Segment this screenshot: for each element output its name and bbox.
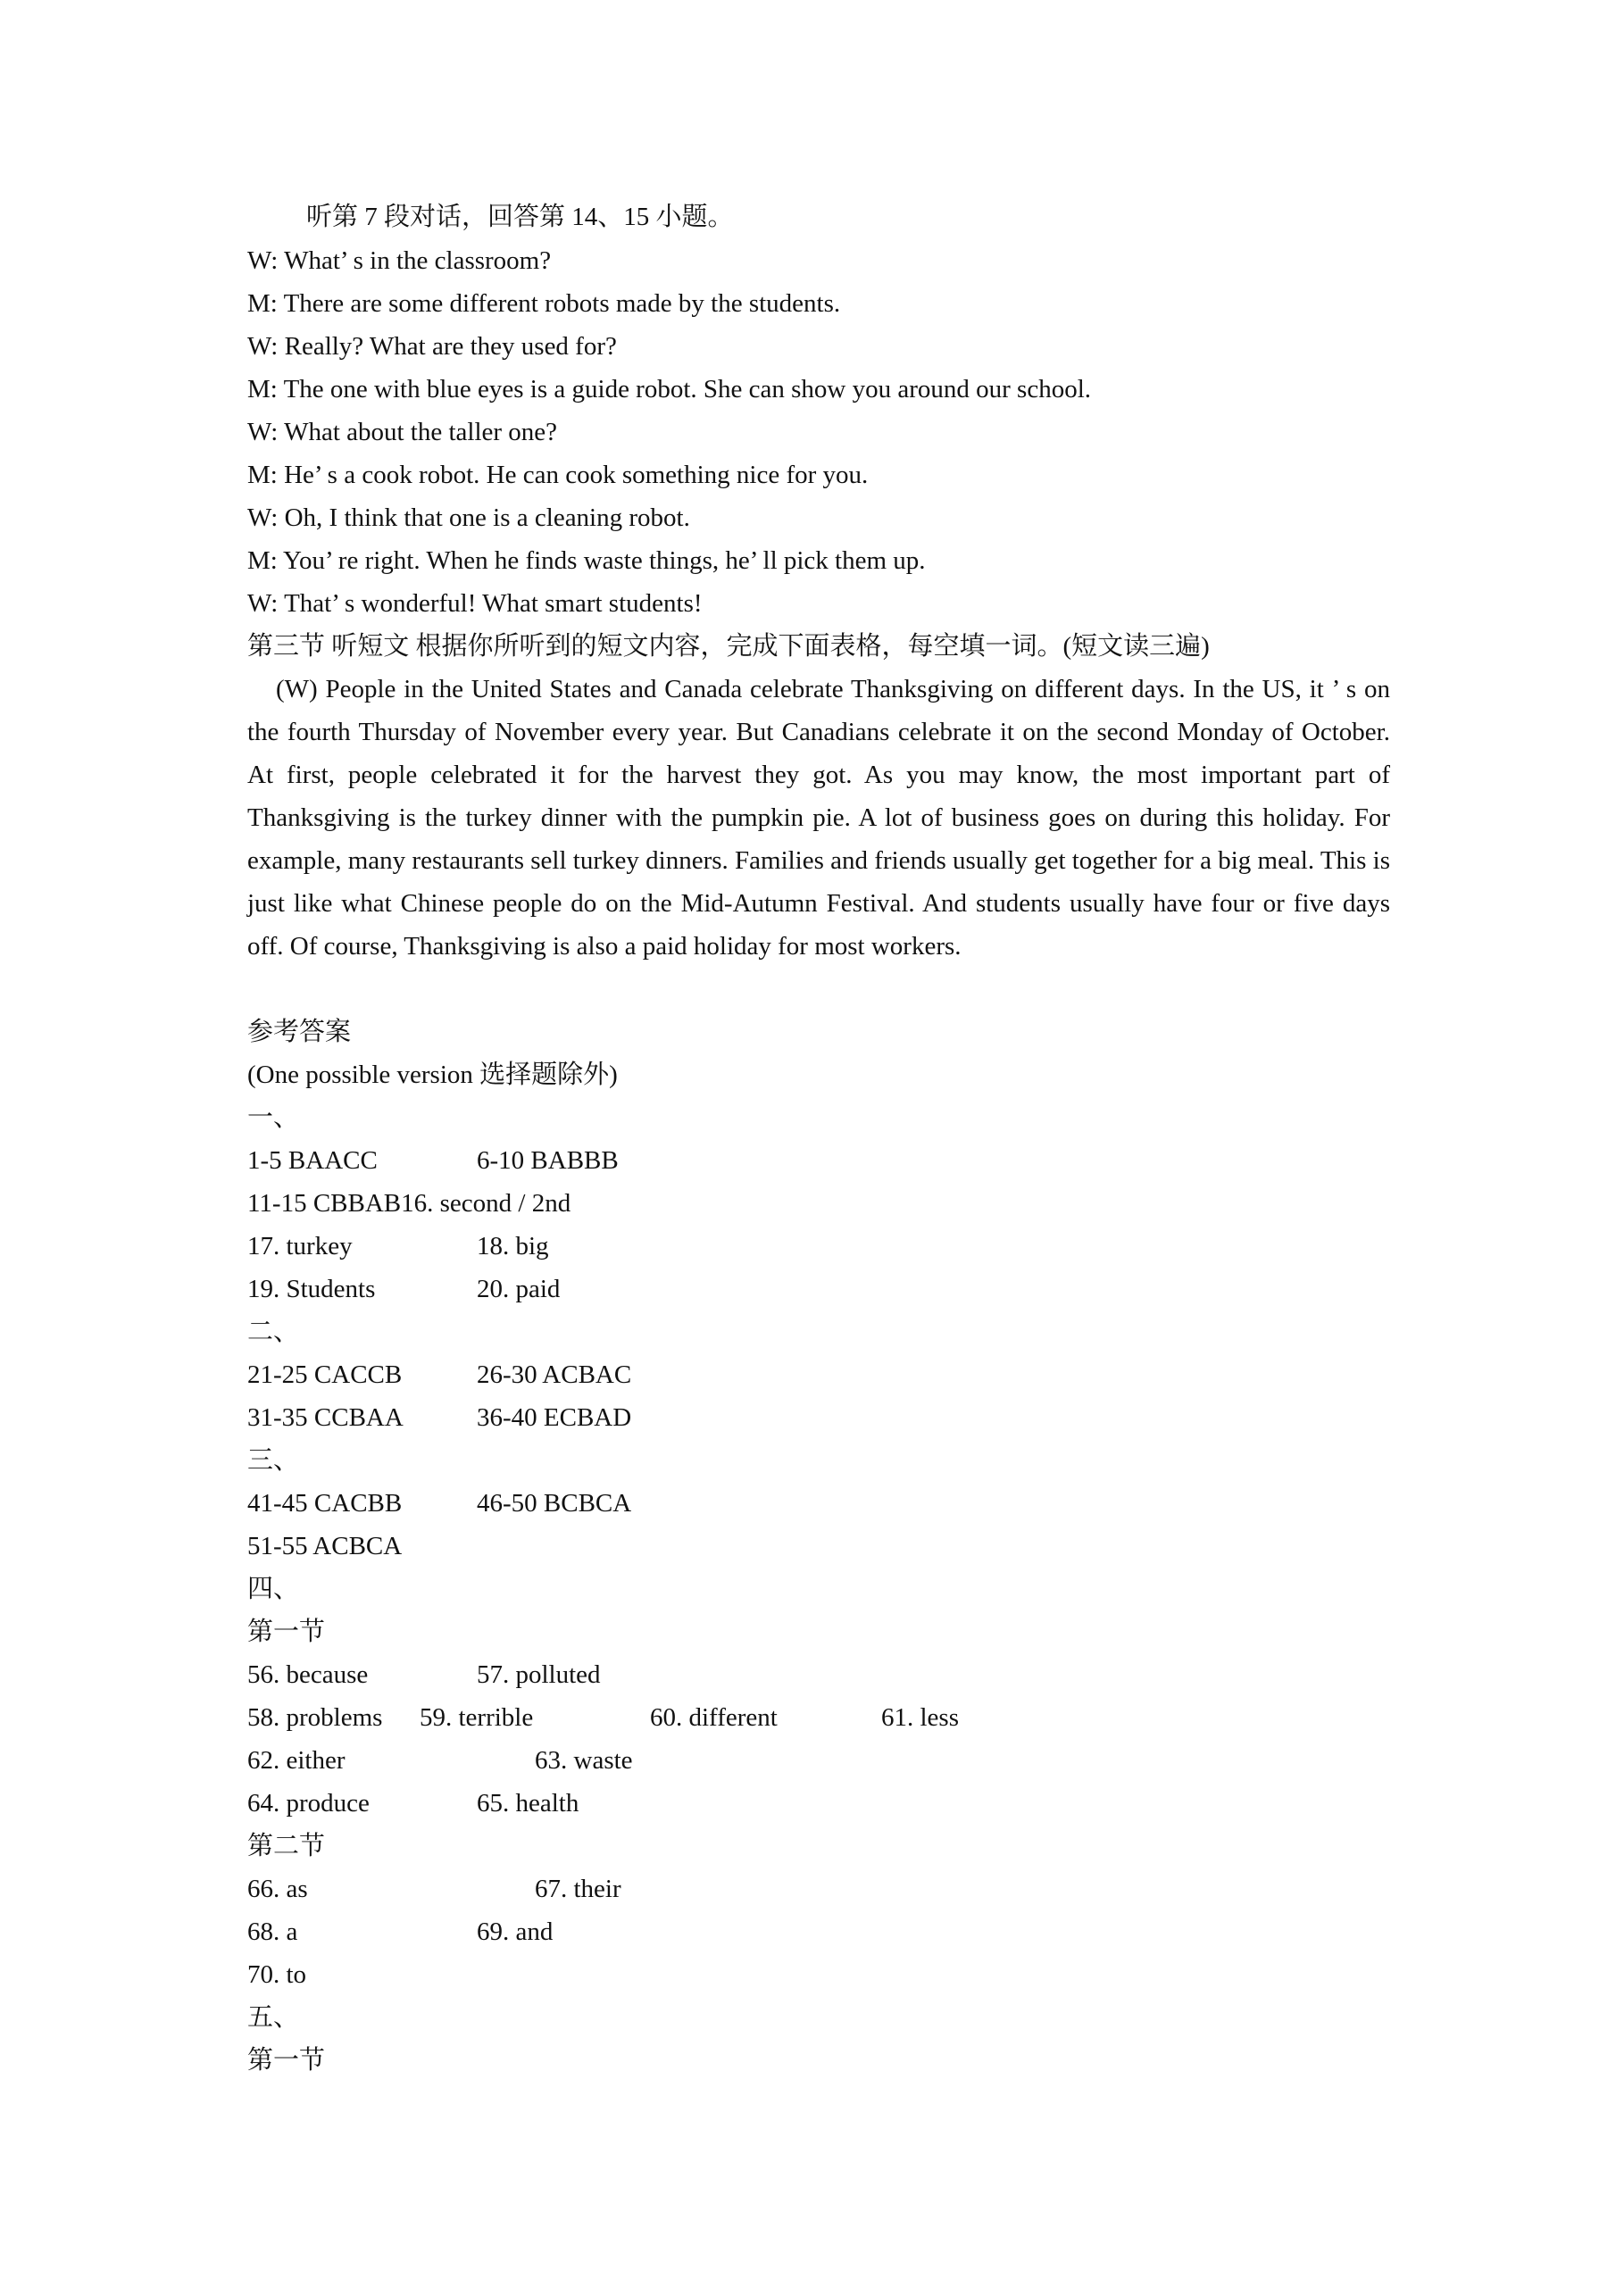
answer-item: 51-55 ACBCA	[247, 1532, 403, 1560]
dialogue-line: W: Oh, I think that one is a cleaning robot.	[247, 503, 690, 532]
answer-item: 20. paid	[477, 1275, 561, 1303]
part4-section1-label: 第一节	[247, 1618, 326, 1646]
answer-item: 62. either	[247, 1746, 346, 1775]
answer-item: 59. terrible	[420, 1703, 534, 1732]
dialogue-line: W: Really? What are they used for?	[247, 332, 617, 361]
dialogue-line: M: He’ s a cook robot. He can cook something nice for you.	[247, 461, 869, 489]
answer-item: 60. different	[650, 1703, 778, 1732]
answer-item: 57. polluted	[477, 1660, 601, 1689]
answer-item: 21-25 CACCB	[247, 1360, 403, 1389]
answer-item: 11-15 CBBAB16. second / 2nd	[247, 1189, 571, 1218]
dialogue-line: W: What about the taller one?	[247, 418, 558, 446]
answer-item: 17. turkey	[247, 1232, 353, 1260]
answer-item: 1-5 BAACC	[247, 1146, 378, 1175]
dialogue-line: M: You’ re right. When he finds waste things, he’ ll pick them up.	[247, 546, 926, 575]
answer-item: 63. waste	[535, 1746, 633, 1775]
answer-item: 70. to	[247, 1960, 307, 1989]
answer-item: 26-30 ACBAC	[477, 1360, 632, 1389]
answer-item: 65. health	[477, 1789, 579, 1818]
answer-item: 6-10 BABBB	[477, 1146, 619, 1175]
answer-item: 46-50 BCBCA	[477, 1489, 632, 1518]
answer-item: 56. because	[247, 1660, 369, 1689]
part5-label: 五、	[247, 2003, 300, 2032]
part5-section1-label: 第一节	[247, 2046, 326, 2075]
section3-heading: 第三节 听短文 根据你所听到的短文内容，完成下面表格，每空填一词。(短文读三遍)	[247, 632, 1210, 661]
answer-item: 31-35 CCBAA	[247, 1403, 404, 1432]
answer-item: 58. problems	[247, 1703, 383, 1732]
passage-paragraph: (W) People in the United States and Canada celebrate Thanksgiving on different days. In the US, it ’ s on the fourth Thursday of November every year. But Canadians celebrate it on the second Monday of October. At first, people celebrated it for the harvest they got. As you may know, the most important part of Thanksgiving is the turkey dinner with the pumpkin pie. A lot of business goes on during this holiday. For example, many restaurants sell turkey dinners. Families and friends usually get together for a big meal. This is just like what Chinese people do on the Mid-Autumn Festival. And students usually have four or five days off. Of course, Thanksgiving is also a paid holiday for most workers.	[247, 675, 1390, 961]
part4-label: 四、	[247, 1575, 300, 1603]
dialogue-line: M: The one with blue eyes is a guide robot. She can show you around our school.	[247, 375, 1092, 403]
answer-item: 67. their	[535, 1875, 621, 1903]
answer-item: 69. and	[477, 1917, 554, 1946]
dialogue-line: M: There are some different robots made by the students.	[247, 289, 841, 318]
answer-item: 36-40 ECBAD	[477, 1403, 632, 1432]
section-intro: 听第 7 段对话，回答第 14、15 小题。	[306, 203, 734, 231]
answers-note: (One possible version 选择题除外)	[247, 1061, 618, 1089]
answer-item: 18. big	[477, 1232, 549, 1260]
answers-title: 参考答案	[247, 1018, 352, 1046]
answer-item: 41-45 CACBB	[247, 1489, 403, 1518]
answer-item: 68. a	[247, 1917, 298, 1946]
answer-item: 66. as	[247, 1875, 308, 1903]
part2-label: 二、	[247, 1318, 300, 1346]
dialogue-line: W: That’ s wonderful! What smart students!	[247, 589, 703, 618]
dialogue-line: W: What’ s in the classroom?	[247, 246, 552, 275]
answer-item: 61. less	[881, 1703, 959, 1732]
part1-label: 一、	[247, 1103, 300, 1132]
part3-label: 三、	[247, 1446, 300, 1475]
answer-item: 19. Students	[247, 1275, 376, 1303]
answer-item: 64. produce	[247, 1789, 370, 1818]
part4-section2-label: 第二节	[247, 1832, 326, 1860]
